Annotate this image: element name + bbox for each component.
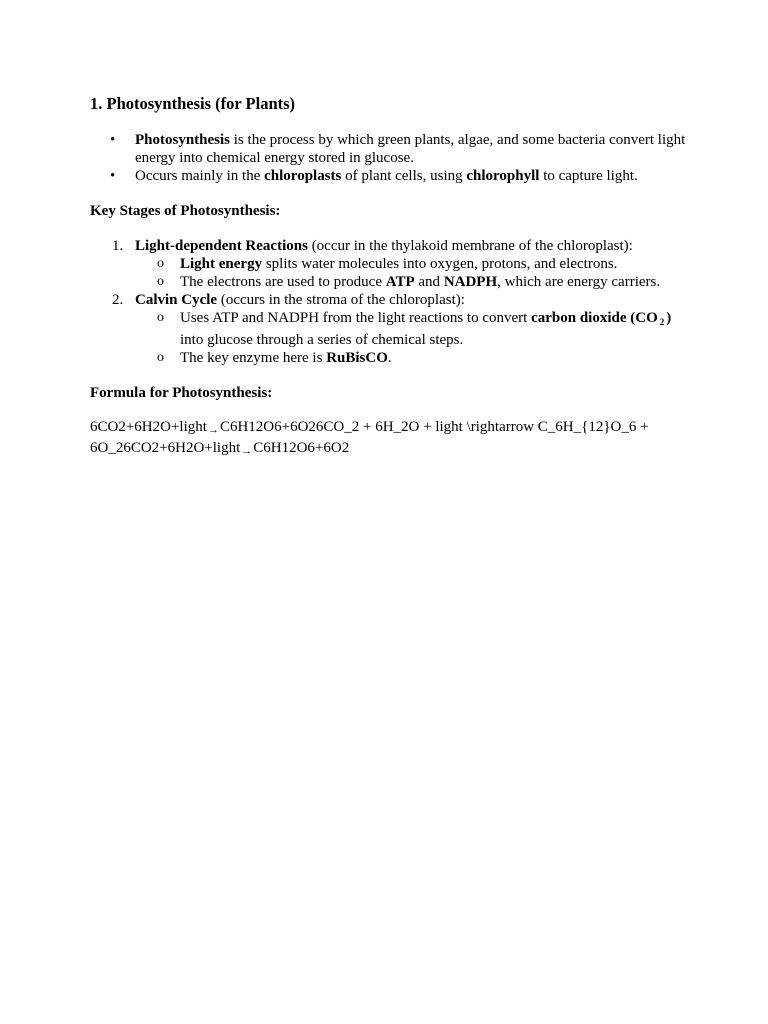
bullet-icon: • (110, 168, 116, 184)
stage-item (90, 237, 690, 291)
sub-bullet-icon: o (157, 274, 164, 289)
stage-number: 2. (112, 292, 124, 308)
right-arrow-icon: → (241, 445, 253, 457)
section-title: 1. Photosynthesis (for Plants) (90, 94, 296, 113)
sub-bold-term: Light energy (180, 256, 263, 272)
stage-text: (occurs in the stroma of the chloroplast): (217, 292, 465, 308)
formula-text (90, 418, 690, 460)
stage-title: Calvin Cycle (135, 292, 218, 308)
right-arrow-icon: → (207, 424, 219, 436)
sub-bullet-icon: o (157, 256, 164, 271)
sub-bullet-icon: o (157, 350, 164, 365)
sub-text: splits water molecules into oxygen, protons, and electrons. (262, 256, 618, 272)
bullet-item (90, 131, 690, 167)
stage-item (90, 291, 690, 367)
formula-part: C6H12O6+6O26CO_2 + 6H_2O + light \rightarrow C_6H_{12}O_6 + 6O_26CO2+6H2O+light (90, 419, 649, 456)
stage-number: 1. (112, 238, 124, 254)
sub-bold-term: NADPH (443, 274, 498, 290)
stage-sub-list (135, 255, 690, 291)
key-stages-heading: Key Stages of Photosynthesis: (90, 203, 281, 219)
sub-bold-term: RuBisCO (326, 350, 388, 366)
sub-text: The electrons are used to produce (180, 274, 386, 290)
bullet-text: Occurs mainly in the (135, 168, 265, 184)
sub-item (135, 349, 690, 367)
bullet-bold-term: chloroplasts (264, 168, 342, 184)
document-content (90, 94, 690, 460)
sub-item (135, 309, 690, 349)
bullet-bold-term: Photosynthesis (135, 132, 231, 148)
formula-heading: Formula for Photosynthesis: (90, 385, 273, 401)
stages-list (90, 237, 690, 367)
bullet-text: is the process by which green plants, algae, and some bacteria convert light energy into chemical energy stored in glucose. (135, 132, 686, 166)
sub-bold-text: carbon dioxide (CO (531, 310, 658, 326)
sub-item (135, 255, 690, 273)
sub-text: . (387, 350, 392, 366)
stage-title: Light-dependent Reactions (135, 238, 308, 254)
sub-text: Uses ATP and NADPH from the light reactions to convert (180, 310, 532, 326)
sub-bold-term: ATP (385, 274, 415, 290)
sub-bold-close: ) (666, 310, 672, 326)
bullet-text: to capture light. (539, 168, 638, 184)
sub-text: into glucose through a series of chemical steps. (180, 332, 464, 348)
sub-text: The key enzyme here is (180, 350, 327, 366)
sub-text: and (414, 274, 444, 290)
bullet-text: of plant cells, using (341, 168, 467, 184)
bullet-icon: • (110, 132, 116, 148)
sub-text: , which are energy carriers. (497, 274, 661, 290)
bullet-bold-term: chlorophyll (466, 168, 540, 184)
sub-bold-term (531, 310, 671, 326)
subscript: 2 (659, 317, 665, 327)
sub-item (135, 273, 690, 291)
intro-bullet-list (90, 131, 690, 185)
bullet-item (90, 167, 690, 185)
stage-text: (occur in the thylakoid membrane of the chloroplast): (307, 238, 633, 254)
sub-bullet-icon: o (157, 310, 164, 325)
formula-part: C6H12O6+6O2 (253, 440, 350, 456)
stage-sub-list (135, 309, 690, 367)
formula-part: 6CO2+6H2O+light (90, 419, 207, 435)
